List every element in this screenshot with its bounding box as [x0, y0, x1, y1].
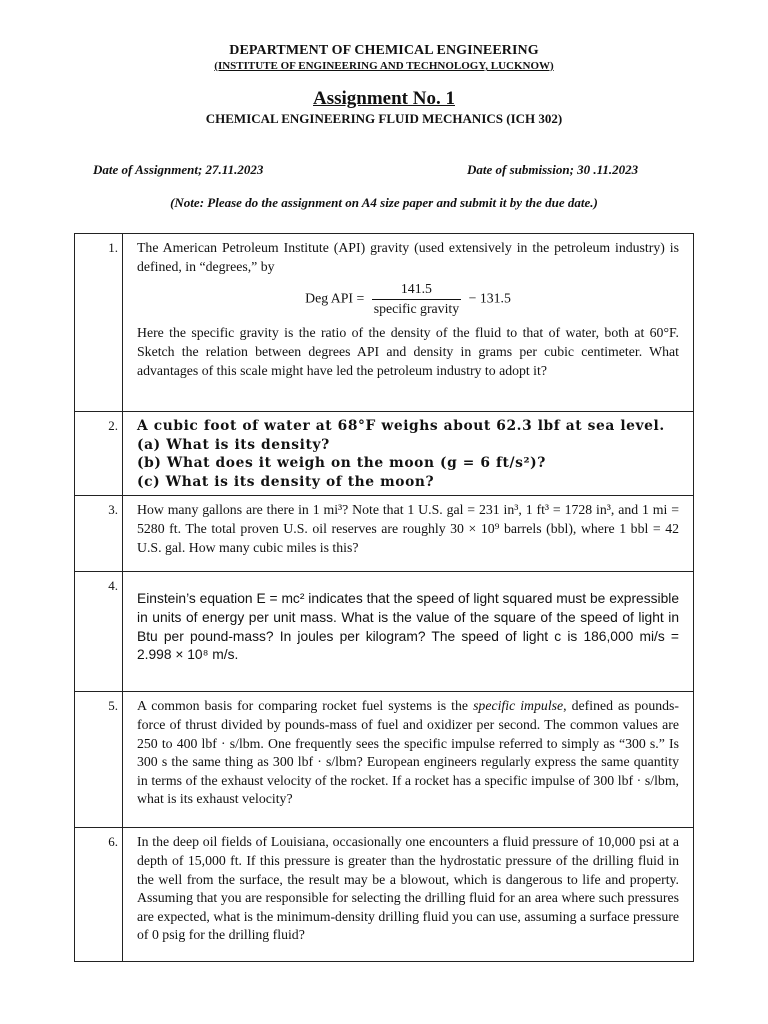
department-heading: DEPARTMENT OF CHEMICAL ENGINEERING — [229, 43, 539, 58]
question-number: 5. — [75, 692, 123, 828]
question-row — [75, 572, 694, 692]
formula-denominator: specific gravity — [373, 300, 460, 316]
question-number: 4. — [75, 572, 123, 692]
question-text — [123, 692, 694, 828]
assignment-title: Assignment No. 1 — [313, 88, 455, 109]
question-2-part-b: (b) What does it weigh on the moon (g = 6 ft/s²)? — [137, 455, 546, 472]
question-1-intro: The American Petroleum Institute (API) gravity (used extensively in the petroleum industry) is defined, in “degrees,” by — [137, 240, 679, 274]
formula-lhs: Deg API = — [305, 290, 365, 306]
assignment-note: (Note: Please do the assignment on A4 size paper and submit it by the due date.) — [170, 195, 598, 210]
question-2-line: A cubic foot of water at 68°F weighs about 62.3 lbf at sea level. — [137, 418, 665, 434]
formula-rhs: − 131.5 — [468, 290, 511, 306]
question-row — [75, 234, 694, 412]
course-title: CHEMICAL ENGINEERING FLUID MECHANICS (ICH 302) — [205, 111, 563, 126]
question-number: 3. — [75, 496, 123, 572]
question-row — [75, 692, 694, 828]
question-text — [123, 412, 694, 496]
question-row — [75, 412, 694, 496]
question-5-text-a: A common basis for comparing rocket fuel systems is the — [137, 698, 474, 714]
date-of-submission: Date of submission; 30 .11.2023 — [467, 162, 639, 177]
question-number: 6. — [75, 828, 123, 962]
question-text — [123, 234, 694, 412]
question-2-part-a: (a) What is its density? — [137, 436, 330, 453]
formula-numerator: 141.5 — [372, 280, 461, 300]
question-row — [75, 496, 694, 572]
question-text: Einstein’s equation E = mc² indicates that the speed of light squared must be expressible in units of energy per unit mass. What is the value of the square of the speed of light in Btu per pound-mass? In joules per kilogram? The speed of light c is 186,000 mi/s = 2.998 × 10⁸ m/s. — [123, 572, 694, 692]
question-1-body: Here the specific gravity is the ratio of the density of the fluid to that of water, both at 60°F. Sketch the relation between degrees API and density in grams per cubic centimeter. What advantages of this scale might have led the petroleum industry to adopt it? — [137, 325, 679, 378]
question-row — [75, 828, 694, 962]
api-formula — [137, 280, 679, 318]
question-2-part-c: (c) What is its density of the moon? — [137, 473, 435, 490]
question-text: In the deep oil fields of Louisiana, occasionally one encounters a fluid pressure of 10,000 psi at a depth of 15,000 ft. If this pressure is greater than the hydrostatic pressure of the drilling fluid in the well from the surface, the result may be a blowout, which is dangerous to life and property. Assuming that you are responsible for selecting the drilling fluid for an area where such pressures are expected, what is the minimum-density drilling fluid you can use, assuming a surface pressure of 0 psig for the drilling fluid? — [123, 828, 694, 962]
institute-subheading: (INSTITUTE OF ENGINEERING AND TECHNOLOGY, LUCKNOW) — [214, 60, 554, 72]
formula-fraction — [372, 280, 461, 318]
question-number: 2. — [75, 412, 123, 496]
question-5-emphasis: specific impulse — [473, 698, 564, 714]
questions-table — [74, 233, 694, 962]
question-number: 1. — [75, 234, 123, 412]
date-of-assignment: Date of Assignment; 27.11.2023 — [93, 162, 264, 177]
question-5-text-b: , defined as pounds-force of thrust divided by pounds-mass of fuel and oxidizer per second. The common values are 250 to 400 lbf · s/lbm. One frequently sees the specific impulse referred to simply as “300 s.” Is 300 s the same thing as 300 lbf · s/lbm? European engineers regularly express the same quantity in terms of the exhaust velocity of the rocket. If a rocket has a specific impulse of 300 lbf · s/lbm, what is its exhaust velocity? — [137, 698, 679, 807]
question-text: How many gallons are there in 1 mi³? Note that 1 U.S. gal = 231 in³, 1 ft³ = 1728 in³, and 1 mi = 5280 ft. The total proven U.S. oil reserves are roughly 30 × 10⁹ barrels (bbl), where 1 bbl = 42 U.S. gal. How many cubic miles is this? — [123, 496, 694, 572]
